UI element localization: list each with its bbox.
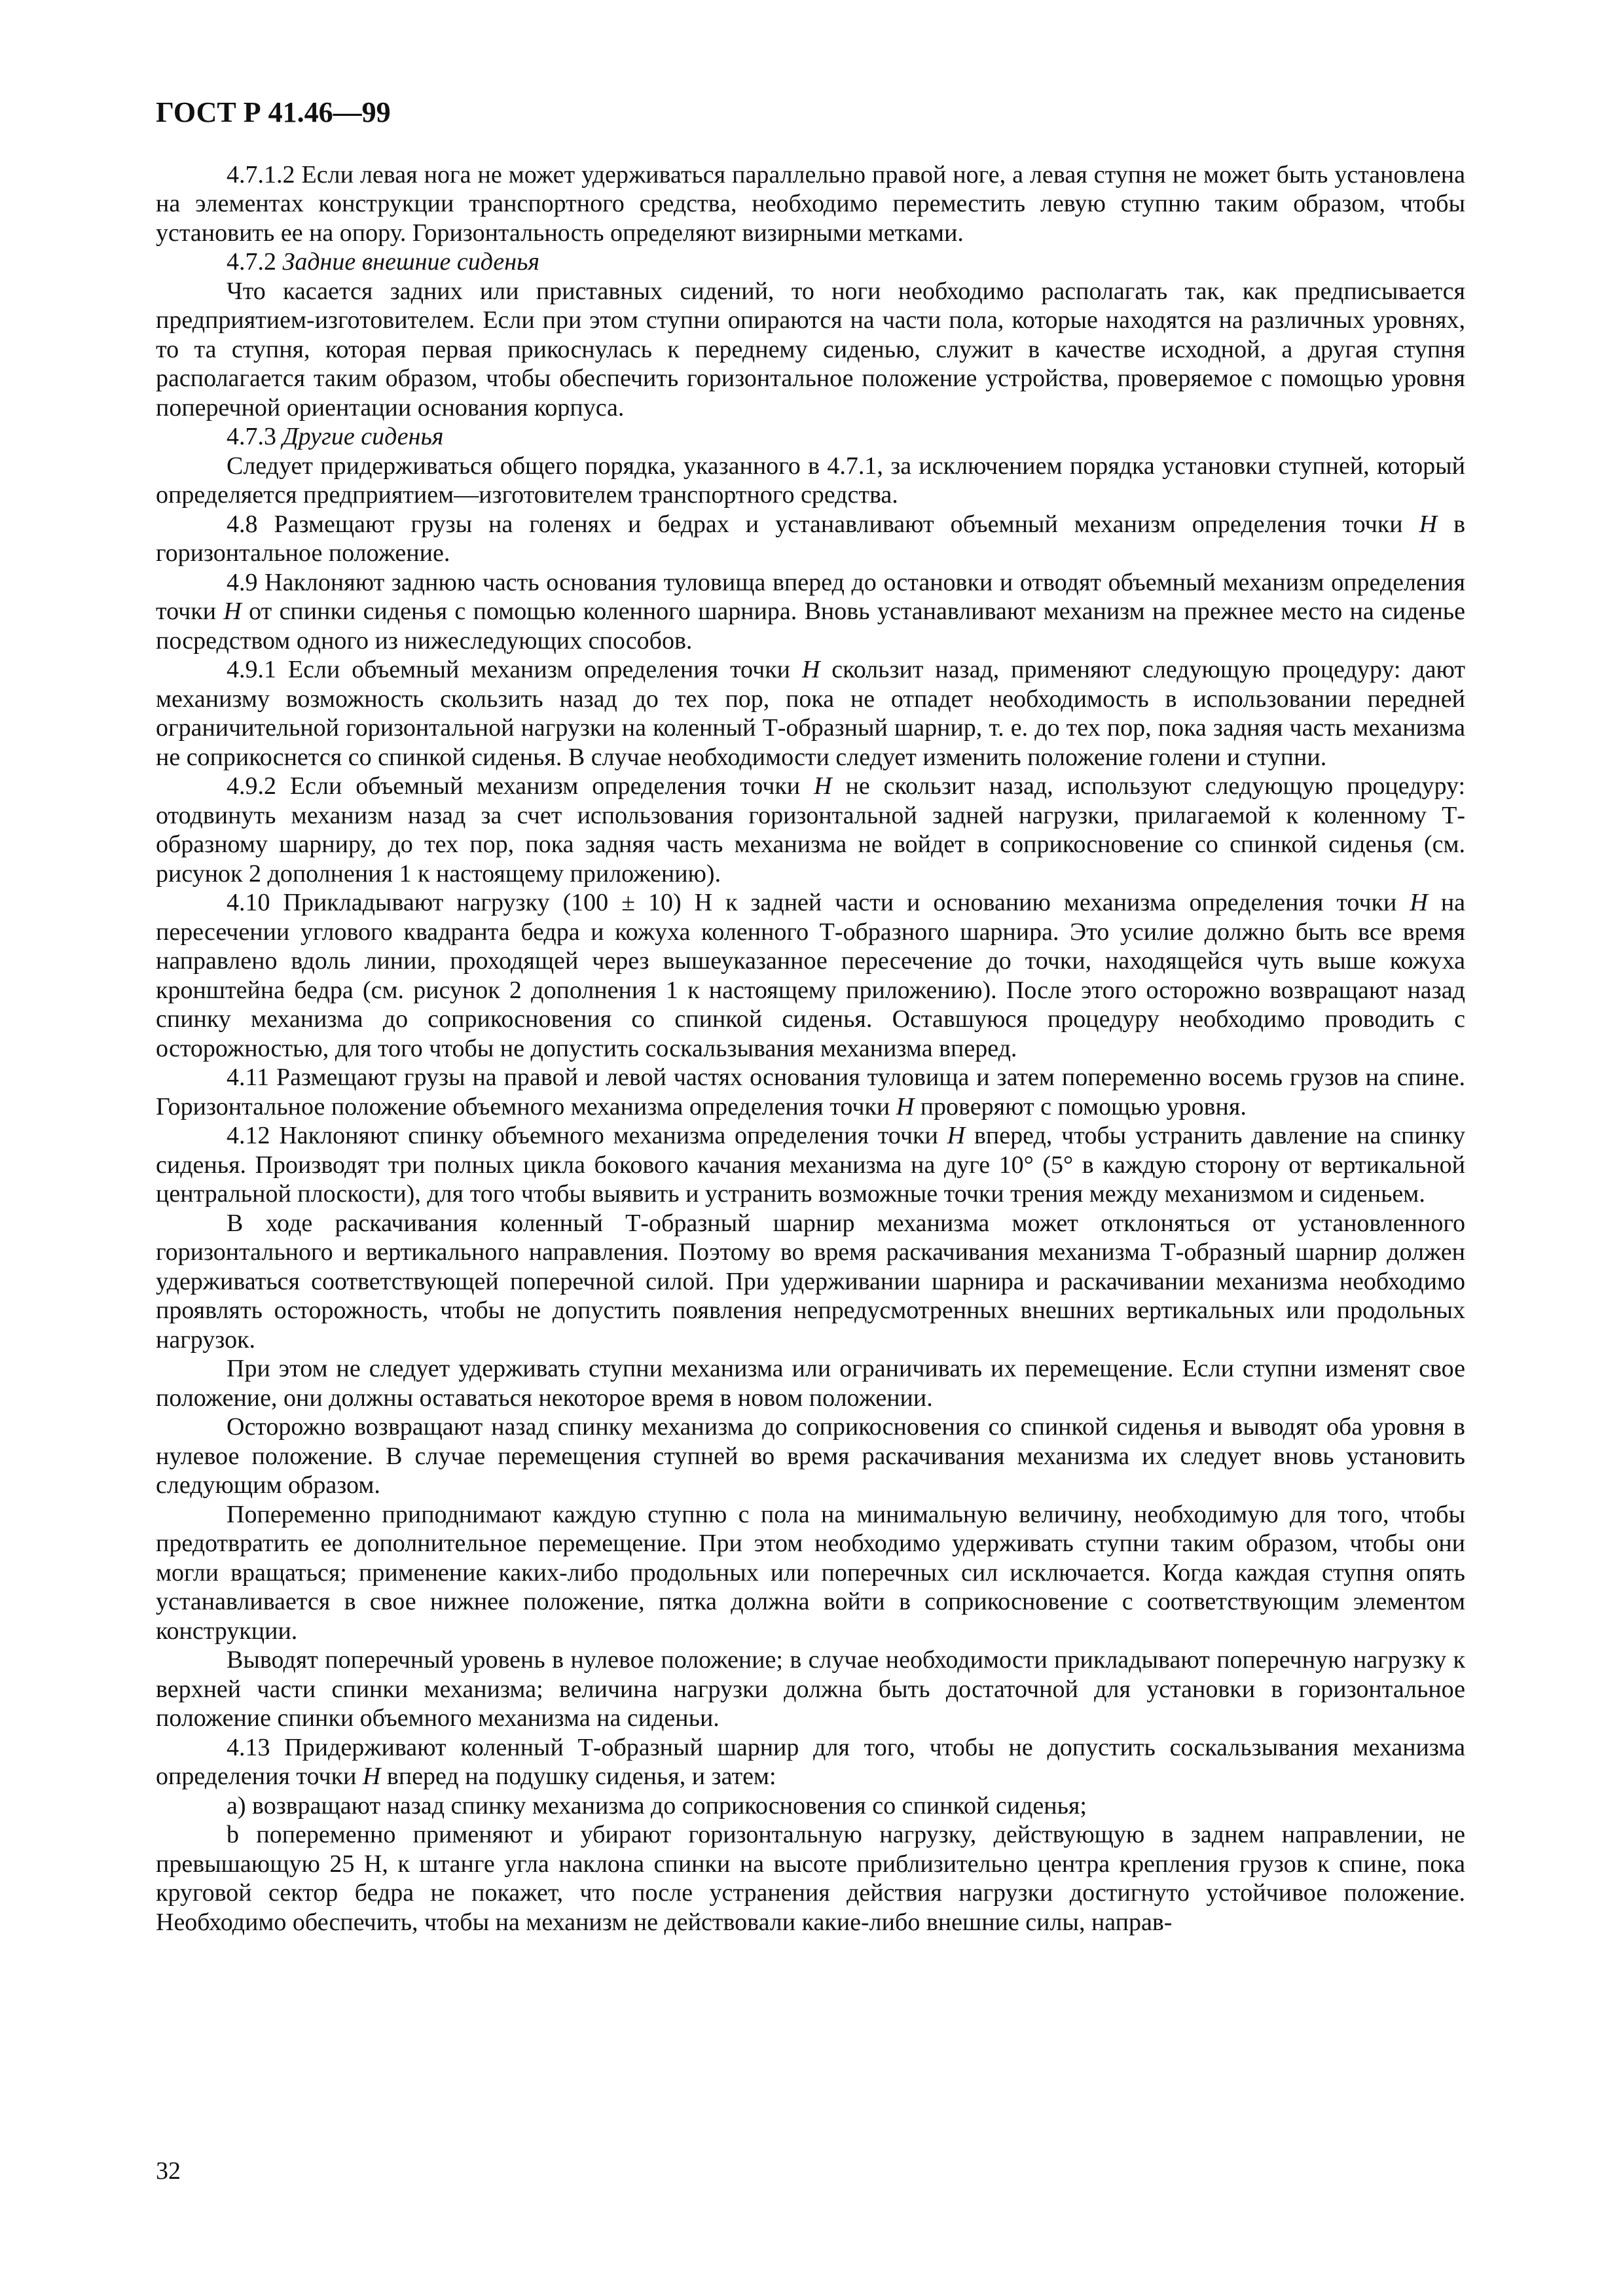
- paragraph-4-11: [156, 1063, 1465, 1121]
- point-h-symbol: H: [814, 772, 832, 800]
- page-number: 32: [156, 2157, 181, 2185]
- paragraph-lift-feet: Попеременно приподнимают каждую ступню с пола на минимальную величину, необходимую для того, чтобы предотвратить ее дополнительное перемещение. При этом необходимо удерживать ступни таким образом, чтобы они могли вращаться; применение каких-либо продольных или поперечных сил исключается. Когда каждая ступня опять устанавливается в свое нижнее положение, пятка должна войти в соприкосновение с соответствующим элементом конструкции.: [156, 1500, 1465, 1645]
- document-header: ГОСТ Р 41.46—99: [156, 96, 391, 128]
- paragraph-4-13-part-b: вперед на подушку сиденья, и затем:: [386, 1763, 776, 1790]
- paragraph-4-12-part-b: вперед, чтобы устранить давление на спинку сиденья. Производят три полных цикла бокового качания механизма на дуге 10° (5° в каждую сторону от вертикальной центральной плоскости), для того чтобы выявить и устранить возможные точки трения между механизмом и сиденьем.: [156, 1122, 1465, 1208]
- point-h-symbol: H: [896, 1092, 915, 1121]
- heading-4-7-3-title: Другие сиденья: [282, 423, 444, 450]
- point-h-symbol: H: [1419, 510, 1438, 538]
- point-h-symbol: H: [801, 656, 820, 683]
- paragraph-4-10-part-a: 4.10 Прикладывают нагрузку (100 ± 10) Н к задней части и основанию механизма определения точки: [227, 889, 1397, 916]
- list-item-b: b попеременно применяют и убирают горизонтальную нагрузку, действующую в заднем направлении, не превышающую 25 Н, к штанге угла наклона спинки на высоте приблизительно центра крепления грузов к спине, пока круговой сектор бедра не покажет, что после устранения действия нагрузки достигнуто устойчивое положение. Необходимо обеспечить, чтобы на механизм не действовали какие-либо внешние силы, направ-: [156, 1821, 1465, 1936]
- paragraph-4-11-part-a: 4.11 Размещают грузы на правой и левой частях основания туловища и затем попеременно восемь грузов на спине. Горизонтальное положение объемного механизма определения точки: [156, 1064, 1465, 1121]
- heading-4-7-3: [156, 422, 1465, 452]
- heading-4-7-2-number: 4.7.2: [227, 248, 276, 276]
- paragraph-lateral-level: Выводят поперечный уровень в нулевое положение; в случае необходимости прикладывают поперечную нагрузку к верхней части спинки механизма; величина нагрузки должна быть достаточной для установки в горизонтальное положение спинки объемного механизма на сиденьи.: [156, 1646, 1465, 1732]
- paragraph-4-9-part-b: от спинки сиденья с помощью коленного шарнира. Вновь устанавливают механизм на прежнее место на сиденье посредством одного из нижеследующих способов.: [156, 598, 1465, 655]
- heading-4-7-3-number: 4.7.3: [227, 423, 276, 450]
- document-page: [156, 98, 1465, 1937]
- point-h-symbol: H: [947, 1122, 966, 1149]
- paragraph-4-11-part-b: проверяют с помощью уровня.: [920, 1092, 1247, 1121]
- paragraph-4-13: [156, 1733, 1465, 1791]
- paragraph-4-9-2-part-b: не скользит назад, используют следующую процедуру: отодвинуть механизм назад за счет использования горизонтальной задней нагрузки, прилагаемой к коленному Т-образному шарниру, до тех пор, пока задняя часть механизма не войдет в соприкосновение со спинкой сиденья (см. рисунок 2 дополнения 1 к настоящему приложению).: [156, 772, 1466, 888]
- paragraph-4-13-part-a: 4.13 Придерживают коленный Т-образный шарнир для того, чтобы не допустить соскальзывания механизма определения точки: [156, 1733, 1465, 1790]
- paragraph-4-9: [156, 568, 1465, 656]
- paragraph-4-8-part-a: 4.8 Размещают грузы на голенях и бедрах и устанавливают объемный механизм определения точки: [227, 510, 1403, 538]
- paragraph-4-7-1-2: 4.7.1.2 Если левая нога не может удерживаться параллельно правой ноге, а левая ступня не может быть установлена на элементах конструкции транспортного средства, необходимо переместить левую ступню таким образом, чтобы установить ее на опору. Горизонтальность определяют визирными метками.: [156, 160, 1465, 247]
- heading-4-7-2: [156, 247, 1465, 277]
- paragraph-4-8-part-b: в горизонтальное положение.: [156, 510, 1466, 567]
- paragraph-4-10-part-b: на пересечении углового квадранта бедра и кожуха коленного Т-образного шарнира. Это усилие должно быть все время направлено вдоль линии, проходящей через вышеуказанное пересечение до точки, находящейся чуть выше кожуха кронштейна бедра (см. рисунок 2 дополнения 1 к настоящему приложению). После этого осторожно возвращают назад спинку механизма до соприкосновения со спинкой сиденья. Оставшуюся процедуру необходимо проводить с осторожностью, для того чтобы не допустить соскальзывания механизма вперед.: [156, 889, 1466, 1062]
- paragraph-feet-hold: При этом не следует удерживать ступни механизма или ограничивать их перемещение. Если ступни изменят свое положение, они должны оставаться некоторое время в новом положении.: [156, 1355, 1465, 1412]
- paragraph-4-9-1: [156, 655, 1465, 772]
- paragraph-rear-seats: Что касается задних или приставных сидений, то ноги необходимо располагать так, как предписывается предприятием-изготовителем. Если при этом ступни опираются на части пола, которые находятся на различных уровнях, то та ступня, которая первая прикоснулась к переднему сиденью, служит в качестве исходной, а другая ступня располагается таким образом, чтобы обеспечить горизонтальное положение устройства, проверяемое с помощью уровня поперечной ориентации основания корпуса.: [156, 277, 1465, 422]
- point-h-symbol: H: [223, 598, 242, 625]
- list-item-a: а) возвращают назад спинку механизма до соприкосновения со спинкой сиденья;: [227, 1791, 1087, 1820]
- point-h-symbol: H: [362, 1763, 381, 1790]
- paragraph-4-9-2: [156, 772, 1465, 888]
- point-h-symbol: H: [1410, 889, 1428, 916]
- paragraph-other-seats: Следует придерживаться общего порядка, указанного в 4.7.1, за исключением порядка установки ступней, который определяется предприятием—изготовителем транспортного средства.: [156, 452, 1465, 509]
- paragraph-return-back: Осторожно возвращают назад спинку механизма до соприкосновения со спинкой сиденья и выводят оба уровня в нулевое положение. В случае перемещения ступней во время раскачивания механизма их следует вновь установить следующим образом.: [156, 1413, 1465, 1499]
- paragraph-4-9-1-part-a: 4.9.1 Если объемный механизм определения точки: [227, 656, 790, 683]
- paragraph-4-12: [156, 1121, 1465, 1209]
- heading-4-7-2-title: Задние внешние сиденья: [282, 248, 540, 276]
- paragraph-swing-knee: В ходе раскачивания коленный Т-образный шарнир механизма может отклоняться от установленного горизонтального и вертикального направления. Поэтому во время раскачивания механизма Т-образный шарнир должен удерживаться соответствующей поперечной силой. При удерживании шарнира и раскачивании механизма необходимо проявлять осторожность, чтобы не допустить появления непредусмотренных внешних вертикальных или продольных нагрузок.: [156, 1209, 1465, 1354]
- paragraph-4-8: [156, 510, 1465, 568]
- paragraph-4-9-part-a: 4.9 Наклоняют заднюю часть основания туловища вперед до остановки и отводят объемный механизм определения точки: [156, 568, 1465, 625]
- paragraph-4-12-part-a: 4.12 Наклоняют спинку объемного механизма определения точки: [227, 1122, 938, 1149]
- paragraph-4-9-2-part-a: 4.9.2 Если объемный механизм определения точки: [227, 772, 801, 800]
- paragraph-4-10: [156, 888, 1465, 1063]
- paragraph-4-9-1-part-b: скользит назад, применяют следующую процедуру: дают механизму возможность скользить назад до тех пор, пока не отпадет необходимость в использовании передней ограничительной горизонтальной нагрузки на коленный Т-образный шарнир, т. е. до тех пор, пока задняя часть механизма не соприкоснется со спинкой сиденья. В случае необходимости следует изменить положение голени и ступни.: [156, 656, 1466, 771]
